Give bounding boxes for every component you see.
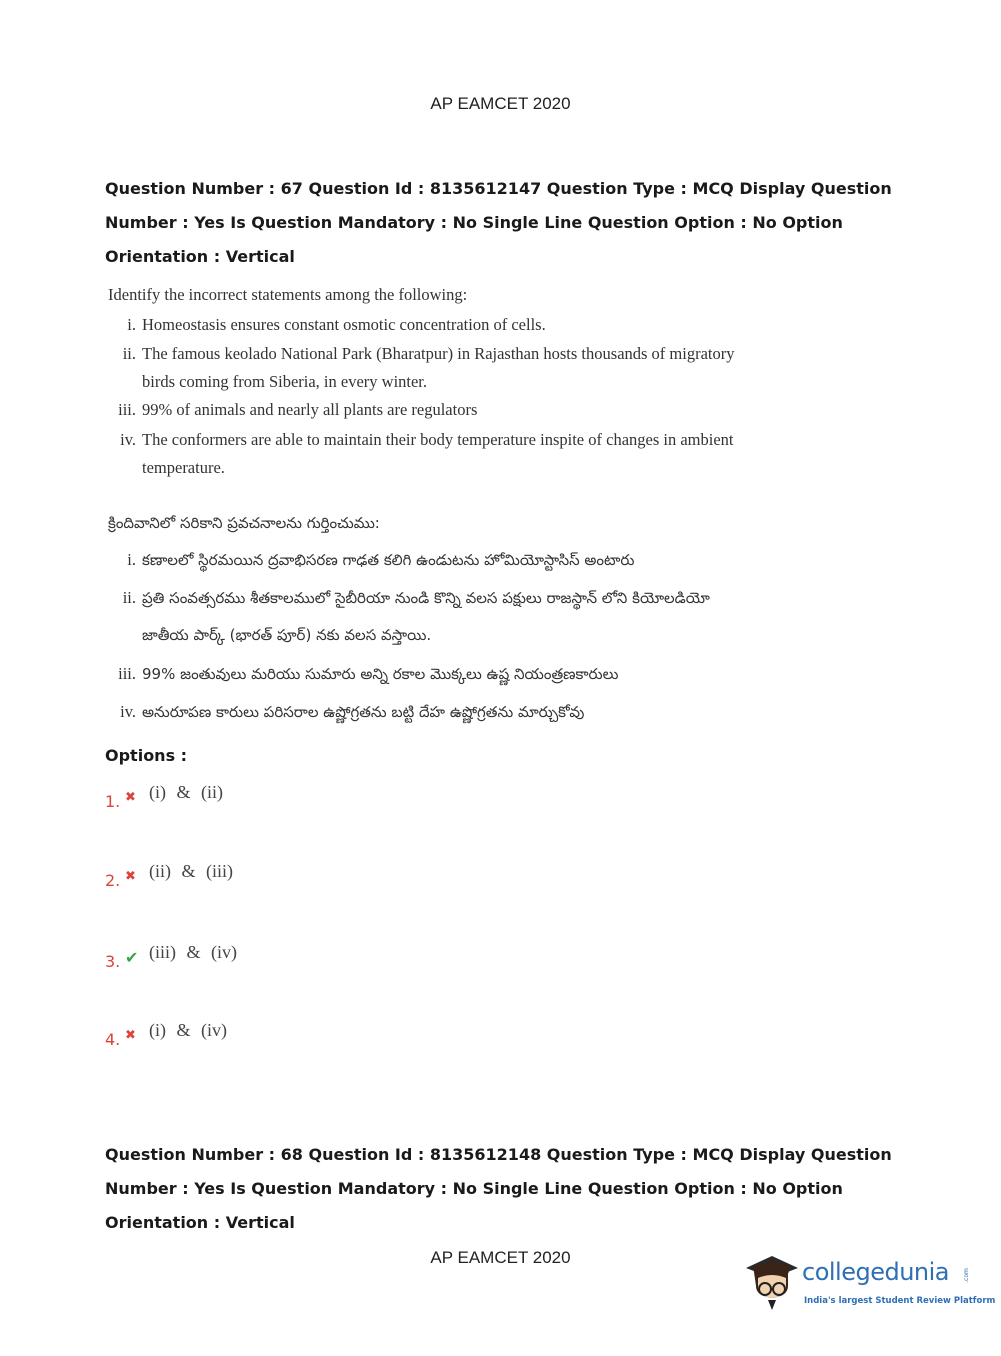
option-text: (iii) & (iv) [149, 942, 237, 962]
logo-wordmark: collegedunia [802, 1258, 950, 1286]
statement-number: iv. [120, 702, 136, 721]
statement-item [108, 315, 546, 335]
collegedunia-logo[interactable] [742, 1252, 996, 1314]
statement-text: 99% of animals and nearly all plants are regulators [142, 400, 478, 419]
statement-text: జాతీయ పార్క్ (భారత్ పూర్) నకు వలస వస్తాయి. [142, 626, 432, 644]
statement-item [108, 430, 734, 450]
meta-line: Question Number : 68 Question Id : 8135612148 Question Type : MCQ Display Question [105, 1145, 892, 1164]
statement-number: iv. [120, 430, 136, 449]
option-text: (i) & (ii) [149, 782, 223, 802]
cross-icon: ✖ [125, 790, 136, 805]
mascot-icon [742, 1252, 802, 1314]
option-text: (i) & (iv) [149, 1020, 227, 1040]
telugu-statement-item [108, 702, 584, 725]
statement-number: ii. [122, 588, 136, 607]
meta-line: Number : Yes Is Question Mandatory : No Single Line Question Option : No Option [105, 1179, 843, 1198]
statement-text: Homeostasis ensures constant osmotic concentration of cells. [142, 315, 546, 334]
statement-text: 99% జంతువులు మరియు సుమారు అన్ని రకాల మొక్కలు ఉష్ణ నియంత్రణకారులు [142, 665, 619, 683]
meta-line: Orientation : Vertical [105, 247, 295, 266]
logo-suffix: .com [962, 1268, 970, 1283]
option-number: 4. [105, 1030, 121, 1049]
question-67-meta [105, 172, 905, 274]
option-number: 2. [105, 871, 121, 890]
statement-text: temperature. [142, 458, 225, 477]
statement-text: ప్రతి సంవత్సరము శీతకాలములో సైబీరియా నుండి కొన్ని వలస పక్షులు రాజస్థాన్ లోని కియోలడియో [142, 589, 710, 607]
statement-number: i. [127, 550, 136, 569]
page-header-title: AP EAMCET 2020 [430, 94, 571, 113]
telugu-stem: క్రిందివానిలో సరికాని ప్రవచనాలను గుర్తించుము: [108, 514, 380, 532]
meta-line: Orientation : Vertical [105, 1213, 295, 1232]
question-68-meta [105, 1138, 905, 1240]
option-number: 3. [105, 952, 121, 971]
cross-icon: ✖ [125, 1028, 136, 1043]
statement-item [108, 344, 735, 364]
options-heading: Options : [105, 746, 188, 765]
statement-text: The famous keolado National Park (Bharatpur) in Rajasthan hosts thousands of migratory [142, 344, 735, 363]
statement-number: iii. [118, 400, 136, 419]
telugu-statement-item [108, 588, 710, 611]
statement-text: birds coming from Siberia, in every winter. [142, 372, 428, 391]
statement-text: The conformers are able to maintain their body temperature inspite of changes in ambient [142, 430, 734, 449]
question-telugu-text [108, 514, 748, 724]
question-english-text [108, 285, 735, 485]
statement-text: అనురూపణ కారులు పరిసరాల ఉష్ణోగ్రతను బట్టి దేహ ఉష్ణోగ్రతను మార్చుకోవు [142, 703, 585, 721]
question-stem: Identify the incorrect statements among the following: [108, 285, 468, 304]
statement-number: ii. [122, 344, 136, 363]
cross-icon: ✖ [125, 869, 136, 884]
statement-item [108, 400, 477, 420]
page-footer-title: AP EAMCET 2020 [430, 1248, 571, 1267]
statement-number: iii. [118, 664, 136, 683]
telugu-statement-item [108, 550, 635, 573]
meta-line: Question Number : 67 Question Id : 8135612147 Question Type : MCQ Display Question [105, 179, 892, 198]
check-icon: ✔ [125, 948, 139, 967]
option-text: (ii) & (iii) [149, 861, 233, 881]
statement-number: i. [127, 315, 136, 334]
statement-text: కణాలలో స్థిరమయిన ద్రవాభిసరణ గాఢత కలిగి ఉండుటను హోమియోస్టాసిస్ అంటారు [142, 551, 635, 569]
logo-tagline: India's largest Student Review Platform [804, 1296, 996, 1306]
telugu-statement-item [108, 664, 618, 687]
meta-line: Number : Yes Is Question Mandatory : No Single Line Question Option : No Option [105, 213, 843, 232]
option-number: 1. [105, 792, 121, 811]
